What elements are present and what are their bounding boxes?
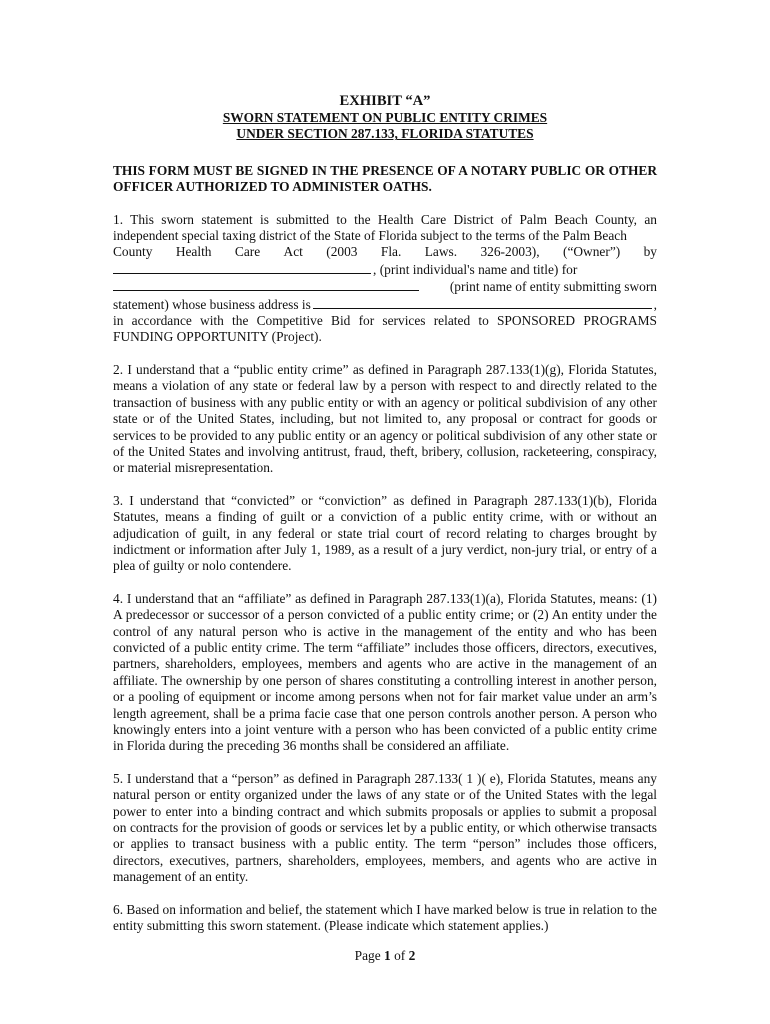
statement-title-line2: UNDER SECTION 287.133, FLORIDA STATUTES xyxy=(236,126,534,142)
paragraph-1-intro: 1. This sworn statement is submitted to the Health Care District of Palm Beach County, an independent special taxing district of the State of Florida subject to the terms of the Palm Beach xyxy=(113,211,657,244)
paragraph-2: 2. I understand that a “public entity crime” as defined in Paragraph 287.133(1)(g), Florida Statutes, means a violation of any state or federal law by a person with respect to and directly related to the transaction of business with any public entity or with an agency or political subdivision of any other state or of the United States, including, but not limited to, any proposal or contract for goods or services to be provided to any public entity or an agency or political subdivision of any other state or of the United States and involving antitrust, fraud, theft, bribery, collusion, racketeering, conspiracy, or material misrepresentation. xyxy=(113,361,657,476)
entity-name-line: (print name of entity submitting sworn xyxy=(113,278,657,295)
page-total: 2 xyxy=(408,948,416,963)
paragraph-4: 4. I understand that an “affiliate” as defined in Paragraph 287.133(1)(a), Florida Statutes, means: (1) A predecessor or successor of a person convicted of a public entity crime; or (2) An entity under the control of any natural person who is active in the management of the entity and who has been convicted of a public entity crime. The term “affiliate” includes those officers, directors, executives, partners, shareholders, employees, members and agents who are active in the management of an affiliate. The ownership by one person of shares constituting a controlling interest in another person, or a pooling of equipment or income among persons when not for fair market value under an arm’s length agreement, shall be a prima facie case that one person controls another person. A person who knowingly enters into a joint venture with a person who has been convicted of a public entity crime in Florida during the preceding 36 months shall be considered an affiliate. xyxy=(113,590,657,754)
business-address-field[interactable] xyxy=(313,296,652,309)
paragraph-5: 5. I understand that a “person” as defined in Paragraph 287.133( 1 )( e), Florida Statutes, means any natural person or entity organized under the laws of any state or of the United States with the legal power to enter into a binding contract and which submits proposals or applies to submit a proposal on contracts for the provision of goods or services let by a public entity, or which otherwise transacts or applies to transact business with a public entity. The term “person” includes those officers, directors, executives, partners, shareholders, employees, members, and agents who are active in management of an entity. xyxy=(113,770,657,885)
paragraph-1-county-line: County Health Care Act (2003 Fla. Laws. 326-2003), (“Owner”) by xyxy=(113,244,657,260)
notary-notice: THIS FORM MUST BE SIGNED IN THE PRESENCE OF A NOTARY PUBLIC OR OTHER OFFICER AUTHORIZED TO ADMINISTER OATHS. xyxy=(113,162,657,195)
exhibit-heading: EXHIBIT “A” xyxy=(339,93,431,109)
page-footer xyxy=(0,948,770,964)
individual-name-line: , (print individual's name and title) for xyxy=(113,261,657,278)
paragraph-1-rest: in accordance with the Competitive Bid for services related to SPONSORED PROGRAMS FUNDING OPPORTUNITY (Project). xyxy=(113,313,657,345)
page-label: Page xyxy=(354,948,381,963)
paragraph-6: 6. Based on information and belief, the statement which I have marked below is true in relation to the entity submitting this sworn statement. (Please indicate which statement applies.) xyxy=(113,901,657,934)
paragraph-3: 3. I understand that “convicted” or “conviction” as defined in Paragraph 287.133(1)(b), Florida Statutes, means a finding of guilt or a conviction of a public entity crime, with or without an adjudication of guilt, in any federal or state trial court of record relating to charges brought by indictment or information after July 1, 1989, as a result of a jury verdict, non-jury trial, or entry of a plea of guilty or nolo contendere. xyxy=(113,492,657,574)
statement-title-line1: SWORN STATEMENT ON PUBLIC ENTITY CRIMES xyxy=(222,110,548,125)
individual-name-field[interactable] xyxy=(113,261,371,274)
business-address-line: statement) whose business address is , xyxy=(113,296,657,312)
entity-name-field[interactable] xyxy=(113,278,419,291)
page-number: 1 xyxy=(384,948,391,963)
of-label: of xyxy=(394,948,406,963)
document-page xyxy=(113,92,657,934)
paragraph-1 xyxy=(113,212,657,346)
